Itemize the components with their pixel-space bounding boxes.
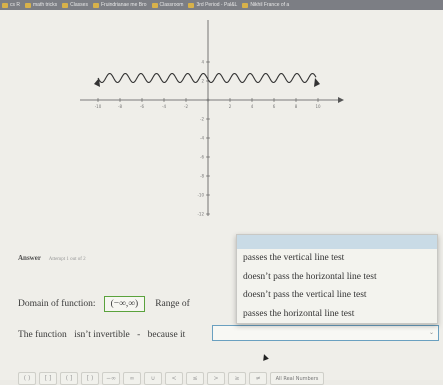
folder-icon xyxy=(62,3,68,8)
x-tick-label: -4 xyxy=(162,104,166,109)
attempt-counter: Attempt 1 out of 2 xyxy=(48,257,86,262)
bookmarks-bar xyxy=(0,0,443,10)
toolbar-button[interactable]: > xyxy=(207,372,225,385)
y-tick-label: -8 xyxy=(200,173,204,179)
x-tick-label: 4 xyxy=(250,104,254,109)
domain-answer-box[interactable]: (−∞,∞) xyxy=(104,296,146,312)
x-tick-label: 6 xyxy=(272,104,276,109)
dropdown-option[interactable]: passes the vertical line test xyxy=(243,253,345,263)
folder-icon xyxy=(2,3,8,8)
curve-right-arrow-icon xyxy=(314,78,320,87)
folder-icon xyxy=(188,3,194,8)
reason-dropdown-menu xyxy=(236,234,438,324)
x-axis-arrow-icon xyxy=(338,97,344,103)
toolbar-button[interactable]: ( ] xyxy=(60,372,78,385)
x-tick-label: 2 xyxy=(228,104,232,109)
curve-left-arrow-icon xyxy=(94,78,100,87)
all-real-numbers-button[interactable]: All Real Numbers xyxy=(270,372,324,385)
answer-header xyxy=(18,254,86,262)
folder-icon xyxy=(25,3,31,8)
x-tick-label: -10 xyxy=(94,104,102,109)
dropdown-option[interactable]: passes the horizontal line test xyxy=(243,308,355,319)
domain-row xyxy=(18,296,190,312)
toolbar-button[interactable]: −∞ xyxy=(102,372,120,385)
toolbar-button[interactable]: ≠ xyxy=(249,372,267,385)
folder-icon xyxy=(93,3,99,8)
y-tick-label: 2 xyxy=(201,78,204,84)
x-tick-label: -2 xyxy=(184,104,188,109)
chevron-down-icon: ⌄ xyxy=(428,330,434,336)
toolbar-button[interactable]: [ ] xyxy=(39,372,57,385)
x-tick-label: -6 xyxy=(140,104,144,109)
toolbar-button[interactable]: ∪ xyxy=(144,372,162,385)
reason-select[interactable] xyxy=(212,325,439,341)
question-page xyxy=(0,10,443,380)
dropdown-option[interactable]: doesn’t pass the vertical line test xyxy=(243,290,367,300)
toolbar-button[interactable]: [ ) xyxy=(81,372,99,385)
because-text: because it xyxy=(147,330,186,340)
dropdown-header xyxy=(237,235,437,249)
function-graph xyxy=(80,20,350,220)
folder-icon xyxy=(242,3,248,8)
bookmark[interactable]: cs R xyxy=(2,2,20,8)
range-label: Range of xyxy=(155,299,190,309)
toolbar-button[interactable]: < xyxy=(165,372,183,385)
function-row xyxy=(18,330,185,340)
invertible-text: isn’t invertible xyxy=(74,330,130,340)
folder-icon xyxy=(152,3,158,8)
toolbar-button[interactable]: ≥ xyxy=(228,372,246,385)
y-tick-label: 4 xyxy=(201,59,204,65)
function-text: The function xyxy=(18,330,67,340)
toolbar-button[interactable]: ≤ xyxy=(186,372,204,385)
x-tick-label: 8 xyxy=(294,104,298,109)
y-tick-label: -12 xyxy=(197,211,204,217)
y-tick-label: -6 xyxy=(200,154,204,160)
bookmark[interactable]: Classroom xyxy=(152,2,184,8)
dropdown-option[interactable]: doesn’t pass the horizontal line test xyxy=(243,271,377,282)
y-tick-label: -4 xyxy=(200,135,204,141)
y-tick-label: -2 xyxy=(200,116,204,122)
bookmark[interactable]: Classes xyxy=(62,2,88,8)
x-tick-label: -8 xyxy=(118,104,122,109)
y-tick-label: -10 xyxy=(197,192,204,198)
bookmark[interactable]: Nikhil France of a xyxy=(242,2,289,8)
dash-text: - xyxy=(137,330,141,340)
bookmark[interactable]: Fruindrianae me Bro xyxy=(93,2,147,8)
domain-label: Domain of function: xyxy=(18,299,96,309)
mouse-cursor-icon xyxy=(261,353,269,361)
toolbar-button[interactable]: ∞ xyxy=(123,372,141,385)
answer-label: Answer xyxy=(18,254,41,262)
toolbar-button[interactable]: ( ) xyxy=(18,372,36,385)
bookmark[interactable]: 3rd Period - Pal&L xyxy=(188,2,237,8)
x-tick-label: 10 xyxy=(315,104,321,109)
math-toolbar xyxy=(18,372,324,385)
bookmark[interactable]: math tricks xyxy=(25,2,57,8)
